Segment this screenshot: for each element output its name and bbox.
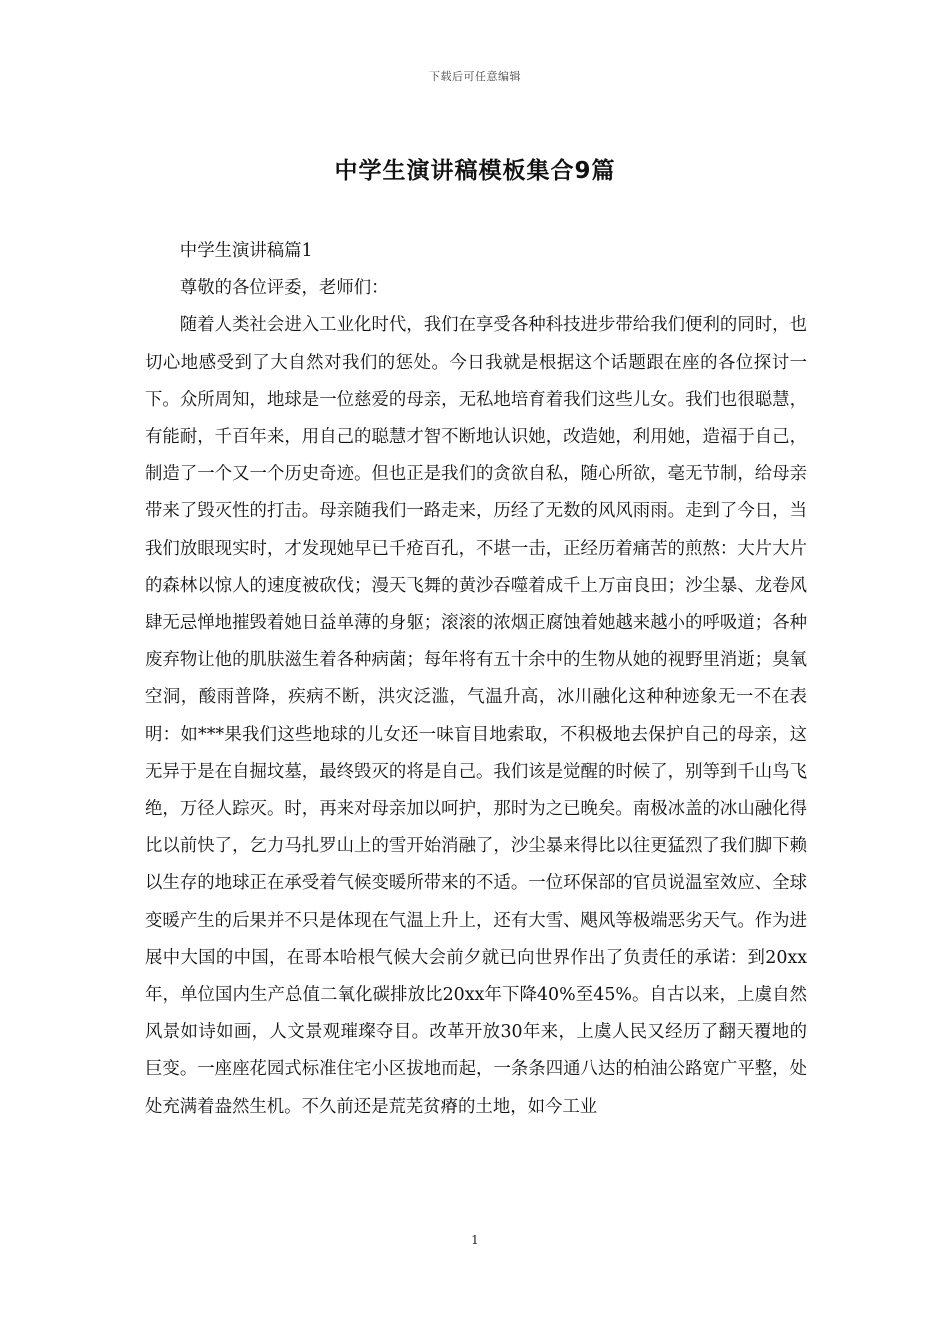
body-paragraph: 随着人类社会进入工业化时代，我们在享受各种科技进步带给我们便利的同时，也切心地感受到了大自然对我们的惩处。今日我就是根据这个话题跟在座的各位探讨一下。众所周知，地球是一位慈爱的母亲，无私地培育着我们这些儿女。我们也很聪慧，有能耐，千百年来，用自己的聪慧才智不断地认识她，改造她，利用她，造福于自己，制造了一个又一个历史奇迹。但也正是我们的贪欲自私，随心所欲，毫无节制，给母亲带来了毁灭性的打击。母亲随我们一路走来，历经了无数的风风雨雨。走到了今日，当我们放眼现实时，才发现她早已千疮百孔，不堪一击，正经历着痛苦的煎熬：大片大片的森林以惊人的速度被砍伐；漫天飞舞的黄沙吞噬着成千上万亩良田；沙尘暴、龙卷风肆无忌惮地摧毁着她日益单薄的身躯；滚滚的浓烟正腐蚀着她越来越小的呼吸道；各种废弃物让他的肌肤滋生着各种病菌；每年将有五十余中的生物从她的视野里消逝；臭氧空洞，酸雨普降，疾病不断，洪灾泛滥，气温升高，冰川融化这种种迹象无一不在表明：如***果我们这些地球的儿女还一味盲目地索取，不积极地去保护自己的母亲，这无异于是在自掘坟墓，最终毁灭的将是自己。我们该是觉醒的时候了，别等到千山鸟飞绝，万径人踪灭。时，再来对母亲加以呵护，那时为之已晚矣。南极冰盖的冰山融化得比以前快了，乞力马扎罗山上的雪开始消融了，沙尘暴来得比以往更猛烈了我们脚下赖以生存的地球正在承受着气候变暖所带来的不适。一位环保部的官员说温室效应、全球变暖产生的后果并不只是体现在气温上升上，还有大雪、飓风等极端恶劣天气。作为进展中大国的中国，在哥本哈根气候大会前夕就已向世界作出了负责任的承诺：到20xx年，单位国内生产总值二氧化碳排放比20xx年下降40%至45%。自古以来，上虞自然风景如诗如画，人文景观璀璨夺目。改革开放30年来，上虞人民又经历了翻天覆地的巨变。一座座花园式标准住宅小区拔地而起，一条条四通八达的柏油公路宽广平整，处处充满着盎然生机。不久前还是荒芜贫瘠的土地，如今工业 [145,315,807,1117]
page-number: 1 [471,1233,479,1247]
header-note: 下载后可任意编辑 [429,70,521,83]
document-body [145,233,807,1126]
document-title: 中学生演讲稿模板集合9篇 [334,158,616,184]
salutation: 尊敬的各位评委，老师们： [179,278,389,299]
section-heading: 中学生演讲稿篇1 [179,241,313,261]
